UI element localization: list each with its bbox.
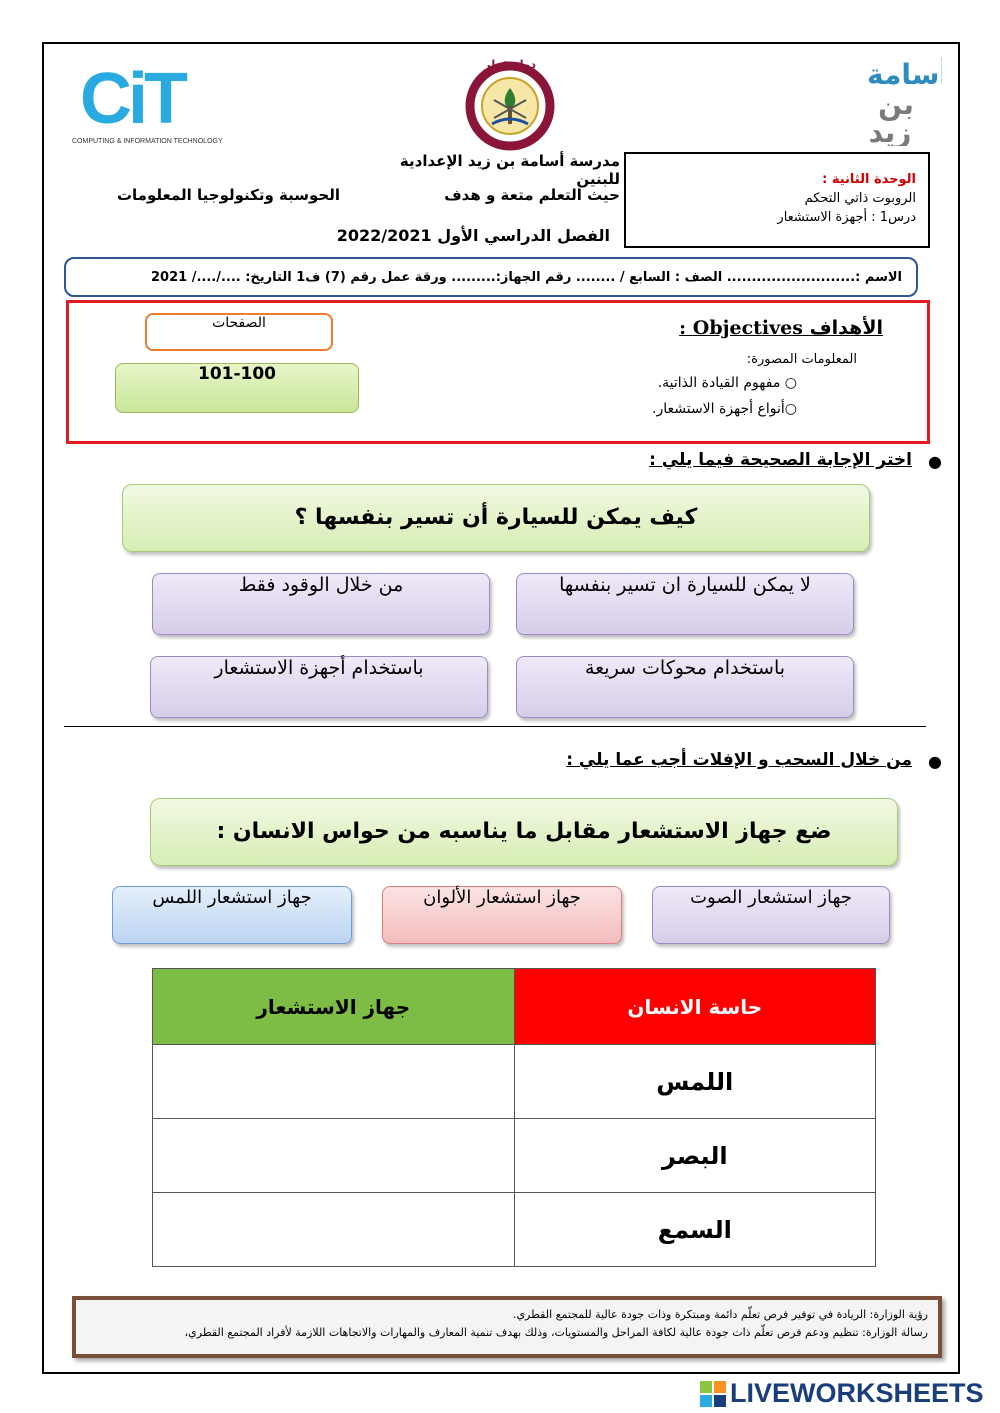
objectives-subheading: المعلومات المصورة: (746, 352, 857, 367)
table-row (153, 1193, 876, 1267)
ministry-footer (72, 1296, 942, 1358)
objective-item: ○أنواع أجهزة الاستشعار. (652, 401, 797, 417)
section2-instruction (566, 750, 912, 770)
header-human-sense: حاسة الانسان (514, 969, 875, 1045)
objective-item-text: مفهوم القيادة الذاتية. (657, 375, 781, 391)
drag-touch-sensor[interactable]: جهاز استشعار اللمس (112, 886, 352, 944)
cit-logo (72, 58, 223, 153)
school-logo-line3: زيد (868, 116, 912, 146)
school-logo-line2: بن (878, 88, 914, 121)
question2-box: ضع جهاز الاستشعار مقابل ما يناسبه من حواس الانسان : (150, 798, 898, 866)
sense-hearing: السمع (514, 1193, 875, 1267)
unit-topic: الروبوت ذاتي التحكم (804, 191, 916, 206)
option-fuel-only[interactable]: من خلال الوقود فقط (152, 573, 490, 635)
sense-touch: اللمس (514, 1045, 875, 1119)
student-info-text: الاسم :.......................... الصف : السابع / ........ رقم الجهاز:......... ورقة عمل رقم (7) ف1 التاريخ: ..../..../ 2021 (150, 270, 902, 285)
section2-instruction-text: من خلال السحب و الإفلات أجب عما يلي : (566, 750, 912, 770)
table-header-row (153, 969, 876, 1045)
section1-instruction (649, 450, 912, 470)
table-row (153, 1119, 876, 1193)
objectives-heading-en: Objectives : (679, 317, 803, 339)
objectives-box (66, 300, 930, 444)
subject-title: الحوسبة وتكنولوجيا المعلومات (116, 186, 340, 204)
school-motto: حيث التعلم متعة و هدف (444, 186, 620, 204)
liveworksheets-brand (700, 1378, 996, 1410)
school-name: مدرسة أسامة بن زيد الإعدادية للبنين (399, 152, 620, 188)
drag-sound-sensor[interactable]: جهاز استشعار الصوت (652, 886, 890, 944)
table-row (153, 1045, 876, 1119)
objective-item-text: أنواع أجهزة الاستشعار. (652, 401, 785, 417)
sense-sight: البصر (514, 1119, 875, 1193)
school-logo (838, 56, 942, 146)
option-sensors[interactable]: باستخدام أجهزة الاستشعار (150, 656, 488, 718)
section1-instruction-text: اختر الإجابة الصحيحة فيما يلي : (649, 450, 912, 470)
school-logo-line1: أسامة (867, 58, 942, 91)
bullet-icon: ● (928, 752, 942, 771)
pages-label: الصفحات (145, 313, 333, 351)
cit-logo-caption: COMPUTING & INFORMATION TECHNOLOGY (72, 138, 223, 145)
objective-item: ○ مفهوم القيادة الذاتية. (657, 375, 797, 391)
lesson-title: درس1 : أجهزة الاستشعار (777, 210, 916, 225)
bullet-icon: ● (928, 452, 942, 471)
question1-box: كيف يمكن للسيارة أن تسير بنفسها ؟ (122, 484, 870, 552)
option-no-self-drive[interactable]: لا يمكن للسيارة ان تسير بنفسها (516, 573, 854, 635)
ministry-mission: رسالة الوزارة: تنظيم ودعم فرص تعلّم ذات جودة عالية لكافة المراحل والمستويات، وذلك بهدف تنمية المعارف والمهارات والاتجاهات اللازمة لأفراد المجتمع القطري، (184, 1326, 928, 1339)
student-info-bar (64, 257, 918, 297)
cit-logo-letters: CiT (80, 59, 184, 139)
liveworksheets-text: LIVEWORKSHEETS (730, 1378, 984, 1408)
semester-label: الفصل الدراسي الأول 2022/2021 (336, 226, 610, 245)
drag-color-sensor[interactable]: جهاز استشعار الألوان (382, 886, 622, 944)
drop-zone-sight[interactable] (153, 1119, 515, 1193)
header-sensor-device: جهاز الاستشعار (153, 969, 515, 1045)
section-divider (64, 726, 926, 727)
emblem-top-text: دولة قطر (484, 58, 536, 71)
option-fast-engines[interactable]: باستخدام محوكات سريعة (516, 656, 854, 718)
pages-value: 101-100 (115, 363, 359, 413)
ministry-emblem (458, 56, 562, 152)
unit-box (624, 152, 930, 248)
objectives-heading (679, 317, 883, 339)
ministry-vision: رؤية الوزارة: الريادة في توفير فرص تعلّم دائمة ومبتكرة وذات جودة عالية للمجتمع القطري. (512, 1308, 928, 1321)
liveworksheets-icon (700, 1381, 726, 1407)
senses-table (152, 968, 876, 1267)
unit-title: الوحدة الثانية : (822, 172, 916, 187)
objectives-heading-ar: الأهداف (809, 317, 883, 339)
drop-zone-hearing[interactable] (153, 1193, 515, 1267)
drop-zone-touch[interactable] (153, 1045, 515, 1119)
